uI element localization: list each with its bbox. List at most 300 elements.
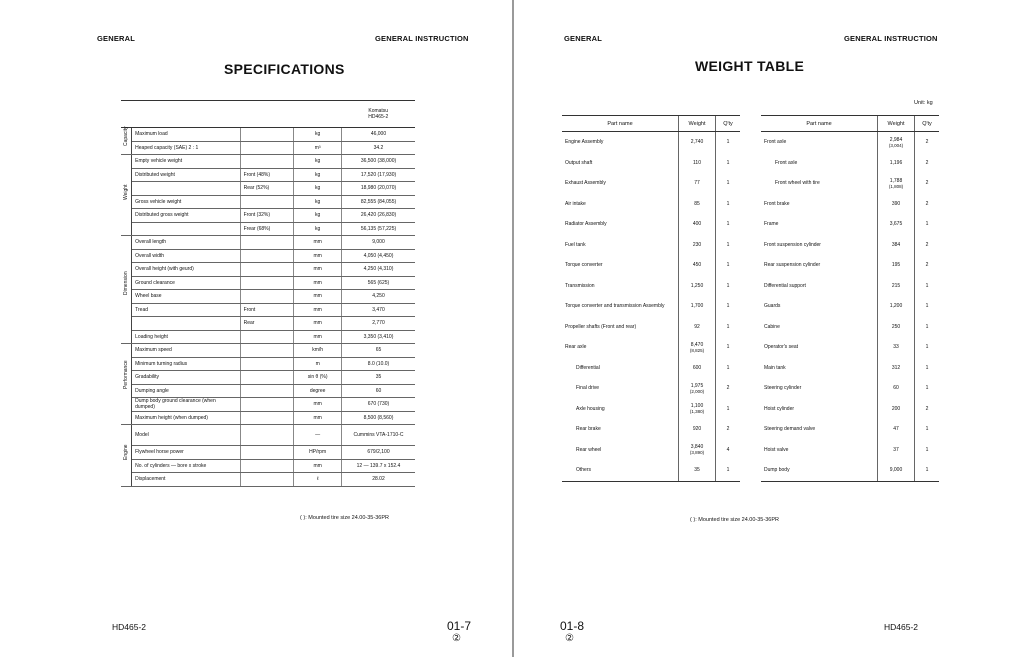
spec-row (121, 276, 415, 290)
part-name: Differential (576, 364, 600, 371)
col-qty: Q'ty (716, 116, 741, 132)
part-weight: 1,250 (690, 282, 704, 289)
weight-row (761, 276, 939, 297)
spec-sub (240, 330, 294, 344)
part-name: Exhaust Assembly (565, 180, 606, 187)
part-weight: 60 (893, 385, 899, 392)
part-weight: 450 (692, 262, 702, 269)
part-weight-cell (878, 399, 915, 420)
weight-row (562, 358, 740, 379)
spec-sub (240, 128, 294, 142)
spec-unit: kg (294, 195, 342, 209)
part-qty: 2 (716, 419, 741, 440)
footer-model: HD465-2 (112, 622, 147, 632)
weight-row (562, 460, 740, 481)
weight-row (761, 296, 939, 317)
part-qty: 1 (716, 194, 741, 215)
weight-row (761, 317, 939, 338)
spec-row (121, 222, 415, 236)
spec-unit: km/h (294, 344, 342, 358)
col-weight: Weight (878, 116, 915, 132)
spec-item: Minimum turning radius (132, 357, 240, 371)
part-weight-cell (679, 378, 716, 399)
spec-value: 670 (730) (341, 398, 415, 412)
spec-item: Empty vehicle weight (132, 155, 240, 169)
weight-row (562, 235, 740, 256)
page-number: 01-7 (447, 619, 472, 633)
spec-sub (240, 357, 294, 371)
part-qty: 1 (915, 214, 940, 235)
part-name: Front wheel with tire (775, 180, 820, 187)
part-weight-alt: (1,808) (888, 183, 904, 189)
part-weight-cell (878, 317, 915, 338)
part-qty: 2 (915, 399, 940, 420)
part-weight: 1,100 (690, 403, 704, 410)
spec-unit: kg (294, 222, 342, 236)
part-qty: 1 (716, 235, 741, 256)
spec-value: 8.0 (10.0) (341, 357, 415, 371)
spec-row (121, 303, 415, 317)
spec-row (121, 195, 415, 209)
part-weight: 1,975 (690, 382, 704, 389)
part-qty: 1 (915, 358, 940, 379)
part-qty: 1 (716, 337, 741, 358)
spec-sub: Front (32%) (240, 209, 294, 223)
part-qty: 2 (915, 235, 940, 256)
spec-row (121, 330, 415, 344)
spec-unit: mm (294, 249, 342, 263)
spec-row (121, 263, 415, 277)
spec-sub: Front (240, 303, 294, 317)
weight-row (562, 440, 740, 461)
part-name: Others (562, 460, 679, 481)
spec-value: 65 (341, 344, 415, 358)
spec-item: Overall width (132, 249, 240, 263)
part-name: Propeller shafts (Front and rear) (565, 323, 637, 330)
weight-table-right (761, 115, 939, 482)
part-weight-cell (679, 296, 716, 317)
part-weight-cell (878, 337, 915, 358)
part-name: Frame (764, 221, 779, 228)
part-weight-cell (878, 194, 915, 215)
weight-row (761, 194, 939, 215)
part-name: Rear brake (576, 426, 601, 433)
spec-sub: Rear (52%) (240, 182, 294, 196)
spec-value: 18,980 (20,070) (341, 182, 415, 196)
part-name: Main tank (764, 364, 786, 371)
part-name: Rear axle (565, 344, 587, 351)
weight-row (761, 399, 939, 420)
spec-row (121, 371, 415, 385)
spec-sub (240, 155, 294, 169)
weight-row (761, 214, 939, 235)
group-label-performance (121, 344, 132, 425)
spec-item: Maximum speed (132, 344, 240, 358)
spec-row (121, 141, 415, 155)
spec-sub (240, 384, 294, 398)
weight-row (761, 460, 939, 481)
part-weight-cell (679, 194, 716, 215)
part-name: Differential support (764, 282, 806, 289)
part-qty: 1 (716, 317, 741, 338)
weight-row (562, 296, 740, 317)
part-qty: 4 (716, 440, 741, 461)
part-qty: 1 (716, 214, 741, 235)
spec-value: 56,135 (57,225) (341, 222, 415, 236)
spec-item: Heaped capacity (SAE) 2 : 1 (132, 141, 240, 155)
weight-row (761, 358, 939, 379)
weight-row (761, 235, 939, 256)
part-weight-cell (679, 235, 716, 256)
spec-item: Model (132, 425, 240, 446)
part-weight: 200 (891, 405, 901, 412)
spec-value: 46,000 (341, 128, 415, 142)
part-weight-alt: (3,004) (888, 142, 904, 148)
spec-value: 28.02 (341, 473, 415, 487)
part-weight-cell (679, 440, 716, 461)
right-page (514, 0, 1024, 657)
part-weight-cell (878, 296, 915, 317)
part-weight: 8,470 (690, 341, 704, 348)
spec-item: Ground clearance (132, 276, 240, 290)
spec-item: Overall height (with geurd) (132, 263, 240, 277)
spec-value: 4,250 (4,310) (341, 263, 415, 277)
spec-row (121, 411, 415, 425)
part-weight-cell (679, 153, 716, 174)
part-weight: 920 (692, 426, 702, 433)
part-name: Transmission (565, 282, 595, 289)
spec-unit: kg (294, 128, 342, 142)
spec-sub (240, 276, 294, 290)
part-weight-alt: (1,380) (689, 409, 705, 415)
spec-sub (240, 425, 294, 446)
part-name: Axle housing (576, 405, 605, 412)
weight-row (761, 337, 939, 358)
spec-value: 82,555 (84,055) (341, 195, 415, 209)
weight-row (562, 399, 740, 420)
spec-row (121, 209, 415, 223)
spec-value: 3,350 (3,410) (341, 330, 415, 344)
spec-value: Cummins VTA-1710-C (341, 425, 415, 446)
part-name: Front suspension cylinder (764, 241, 821, 248)
part-name: Hoist valve (764, 446, 789, 453)
spec-sub (240, 371, 294, 385)
part-qty: 2 (915, 173, 940, 194)
spec-row (121, 236, 415, 250)
weight-row (761, 440, 939, 461)
spec-sub (240, 236, 294, 250)
spec-unit: mm (294, 459, 342, 473)
part-weight-cell (878, 153, 915, 174)
part-name: Cabine (764, 323, 780, 330)
part-name: Hoist cylinder (764, 405, 795, 412)
weight-row (562, 255, 740, 276)
spec-sub (240, 141, 294, 155)
part-qty: 2 (915, 153, 940, 174)
spec-item (132, 222, 240, 236)
revision-mark: ② (452, 633, 461, 644)
spec-unit: m³ (294, 141, 342, 155)
part-weight-cell (878, 214, 915, 235)
part-qty: 2 (915, 194, 940, 215)
spec-sub (240, 195, 294, 209)
spec-header-row (121, 101, 415, 128)
part-qty: 1 (915, 460, 940, 481)
spec-item: Wheel base (132, 290, 240, 304)
part-weight-cell (679, 276, 716, 297)
specifications-table (121, 100, 415, 487)
spec-row (121, 425, 415, 446)
weight-table-left (562, 115, 740, 482)
spec-item: Dump body ground clearance (when dumped) (132, 398, 240, 412)
spec-row (121, 249, 415, 263)
spec-item: Overall length (132, 236, 240, 250)
part-weight-cell (679, 173, 716, 194)
group-label-capacity (121, 128, 132, 155)
part-weight: 110 (693, 159, 701, 166)
weight-row (562, 378, 740, 399)
group-label-text: Weight (123, 184, 129, 200)
spec-row (121, 446, 415, 460)
header-right: GENERAL INSTRUCTION (375, 34, 469, 43)
spec-row (121, 384, 415, 398)
part-name: Final drive (576, 385, 600, 392)
part-qty: 1 (915, 296, 940, 317)
part-weight: 312 (891, 364, 901, 371)
part-weight-cell (878, 255, 915, 276)
model-header-line: Komatsu (368, 108, 389, 114)
part-name: Air intake (565, 200, 586, 207)
spec-item: Flywheel horse power (132, 446, 240, 460)
footnote: ( ): Mounted tire size 24.00-35-36PR (300, 515, 389, 521)
spec-item (132, 317, 240, 331)
part-weight-cell (679, 460, 716, 481)
part-qty: 2 (716, 378, 741, 399)
spec-value: 35 (341, 371, 415, 385)
part-weight-cell (878, 173, 915, 194)
spec-item: Tread (132, 303, 240, 317)
spec-unit: mm (294, 330, 342, 344)
weight-row (562, 194, 740, 215)
group-label-dimension (121, 236, 132, 344)
part-weight-cell (679, 132, 716, 153)
part-name: Front axle (775, 159, 798, 166)
page-title: WEIGHT TABLE (695, 58, 805, 74)
spec-item: Displacement (132, 473, 240, 487)
part-weight: 400 (692, 221, 702, 228)
part-name: Rear wheel (576, 446, 602, 453)
part-name: Torque converter and transmission Assembly (565, 303, 665, 310)
part-weight: 37 (893, 446, 899, 453)
spec-unit: kg (294, 155, 342, 169)
part-weight: 77 (694, 180, 700, 187)
part-qty: 1 (915, 276, 940, 297)
part-weight-cell (679, 317, 716, 338)
spec-sub (240, 446, 294, 460)
spec-item: Gross vehicle weight (132, 195, 240, 209)
weight-row (761, 255, 939, 276)
part-weight-cell (878, 358, 915, 379)
spec-unit: sin θ (%) (294, 371, 342, 385)
part-weight: 1,788 (889, 177, 903, 184)
part-qty: 1 (716, 173, 741, 194)
spec-row (121, 182, 415, 196)
part-qty: 1 (915, 337, 940, 358)
spec-unit: mm (294, 236, 342, 250)
spec-sub: Front (48%) (240, 168, 294, 182)
part-weight: 250 (891, 323, 901, 330)
weight-row (562, 153, 740, 174)
part-weight: 215 (891, 282, 901, 289)
spec-value: 565 (625) (341, 276, 415, 290)
page-title: SPECIFICATIONS (224, 61, 345, 77)
spec-row (121, 344, 415, 358)
part-weight-alt: (3,890) (689, 450, 705, 456)
page-number: 01-8 (560, 619, 585, 633)
spec-unit: mm (294, 263, 342, 277)
part-qty: 1 (716, 399, 741, 420)
header-right: GENERAL INSTRUCTION (844, 34, 938, 43)
spec-sub (240, 263, 294, 277)
part-weight-cell (878, 378, 915, 399)
footnote: ( ): Mounted tire size 24.00-35-36PR (690, 517, 779, 523)
part-qty: 1 (716, 255, 741, 276)
group-label-text: Performance (123, 360, 129, 389)
spec-unit: HP/rpm (294, 446, 342, 460)
part-weight-cell (878, 460, 915, 481)
part-weight-cell (878, 235, 915, 256)
weight-row (761, 173, 939, 194)
spec-row (121, 473, 415, 487)
col-part-name: Part name (562, 116, 679, 132)
part-name: Guards (764, 303, 781, 310)
part-name: Output shaft (565, 159, 593, 166)
spec-sub: Frear (68%) (240, 222, 294, 236)
spec-unit: — (294, 425, 342, 446)
spec-sub (240, 290, 294, 304)
group-label-engine (121, 425, 132, 487)
spec-unit: m (294, 357, 342, 371)
header-left: GENERAL (97, 34, 136, 43)
spec-item: Maximum load (132, 128, 240, 142)
part-weight-cell (679, 214, 716, 235)
spec-unit: mm (294, 303, 342, 317)
part-weight-cell (878, 419, 915, 440)
part-weight: 1,196 (889, 159, 903, 166)
weight-row (761, 378, 939, 399)
part-qty: 1 (716, 276, 741, 297)
part-weight-cell (878, 276, 915, 297)
part-weight-cell (679, 337, 716, 358)
spec-value: 60 (341, 384, 415, 398)
spec-item: No. of cylinders — bore x stroke (132, 459, 240, 473)
spec-value: 8,500 (8,560) (341, 411, 415, 425)
part-name: Steering demand valve (764, 426, 816, 433)
spec-unit: kg (294, 168, 342, 182)
part-weight: 47 (893, 426, 899, 433)
spec-unit: mm (294, 276, 342, 290)
spec-row (121, 317, 415, 331)
part-weight: 3,675 (889, 221, 903, 228)
spec-row (121, 290, 415, 304)
spec-row (121, 398, 415, 412)
weight-row (562, 173, 740, 194)
part-qty: 1 (716, 132, 741, 153)
spec-unit: ℓ (294, 473, 342, 487)
part-name: Fuel tank (565, 241, 586, 248)
spec-value: 26,420 (26,830) (341, 209, 415, 223)
part-weight: 33 (893, 344, 899, 351)
spec-unit: mm (294, 411, 342, 425)
part-weight-cell (679, 358, 716, 379)
part-weight: 230 (692, 241, 702, 248)
spec-item: Gradability (132, 371, 240, 385)
part-weight: 9,000 (889, 467, 903, 474)
part-weight: 600 (692, 364, 702, 371)
part-weight-cell (679, 419, 716, 440)
spec-value: 4,050 (4,450) (341, 249, 415, 263)
part-weight: 384 (891, 241, 901, 248)
spec-row (121, 459, 415, 473)
spec-unit: kg (294, 182, 342, 196)
spec-row (121, 155, 415, 169)
part-name: Rear suspension cylinder (764, 262, 821, 269)
part-name: Operator's seat (764, 344, 799, 351)
col-weight: Weight (679, 116, 716, 132)
spec-item: Loading height (132, 330, 240, 344)
part-name: Torque converter (565, 262, 603, 269)
col-qty: Q'ty (915, 116, 940, 132)
spec-row (121, 168, 415, 182)
part-name: Dump body (761, 460, 878, 481)
part-qty: 1 (716, 296, 741, 317)
model-header (341, 101, 415, 128)
part-name: Radiator Assembly (565, 221, 607, 228)
group-label-text: Capacity (123, 126, 129, 146)
spec-row (121, 128, 415, 142)
weight-row (761, 419, 939, 440)
spec-row (121, 357, 415, 371)
spec-item: Distributed weight (132, 168, 240, 182)
part-qty: 2 (915, 255, 940, 276)
spec-value: 3,470 (341, 303, 415, 317)
weight-row (562, 132, 740, 153)
weight-row (562, 419, 740, 440)
spec-unit: kg (294, 209, 342, 223)
spec-unit: mm (294, 398, 342, 412)
part-qty: 1 (915, 419, 940, 440)
part-weight-alt: (8,825) (689, 347, 705, 353)
spec-sub (240, 398, 294, 412)
spec-value: 2,770 (341, 317, 415, 331)
group-label-text: Engine (123, 444, 129, 461)
part-name: Engine Assembly (565, 139, 604, 146)
spec-value: 12 — 139.7 x 152.4 (341, 459, 415, 473)
group-label-text: Dimension (123, 270, 129, 295)
spec-unit: degree (294, 384, 342, 398)
spec-value: 34.2 (341, 141, 415, 155)
group-label-weight (121, 155, 132, 236)
weight-row (562, 276, 740, 297)
part-weight: 3,840 (690, 444, 704, 451)
col-part-name: Part name (761, 116, 878, 132)
part-weight: 85 (694, 200, 700, 207)
part-weight-alt: (2,000) (689, 388, 705, 394)
spec-item (132, 182, 240, 196)
weight-row (562, 317, 740, 338)
part-weight: 195 (891, 262, 901, 269)
header-left: GENERAL (564, 34, 603, 43)
